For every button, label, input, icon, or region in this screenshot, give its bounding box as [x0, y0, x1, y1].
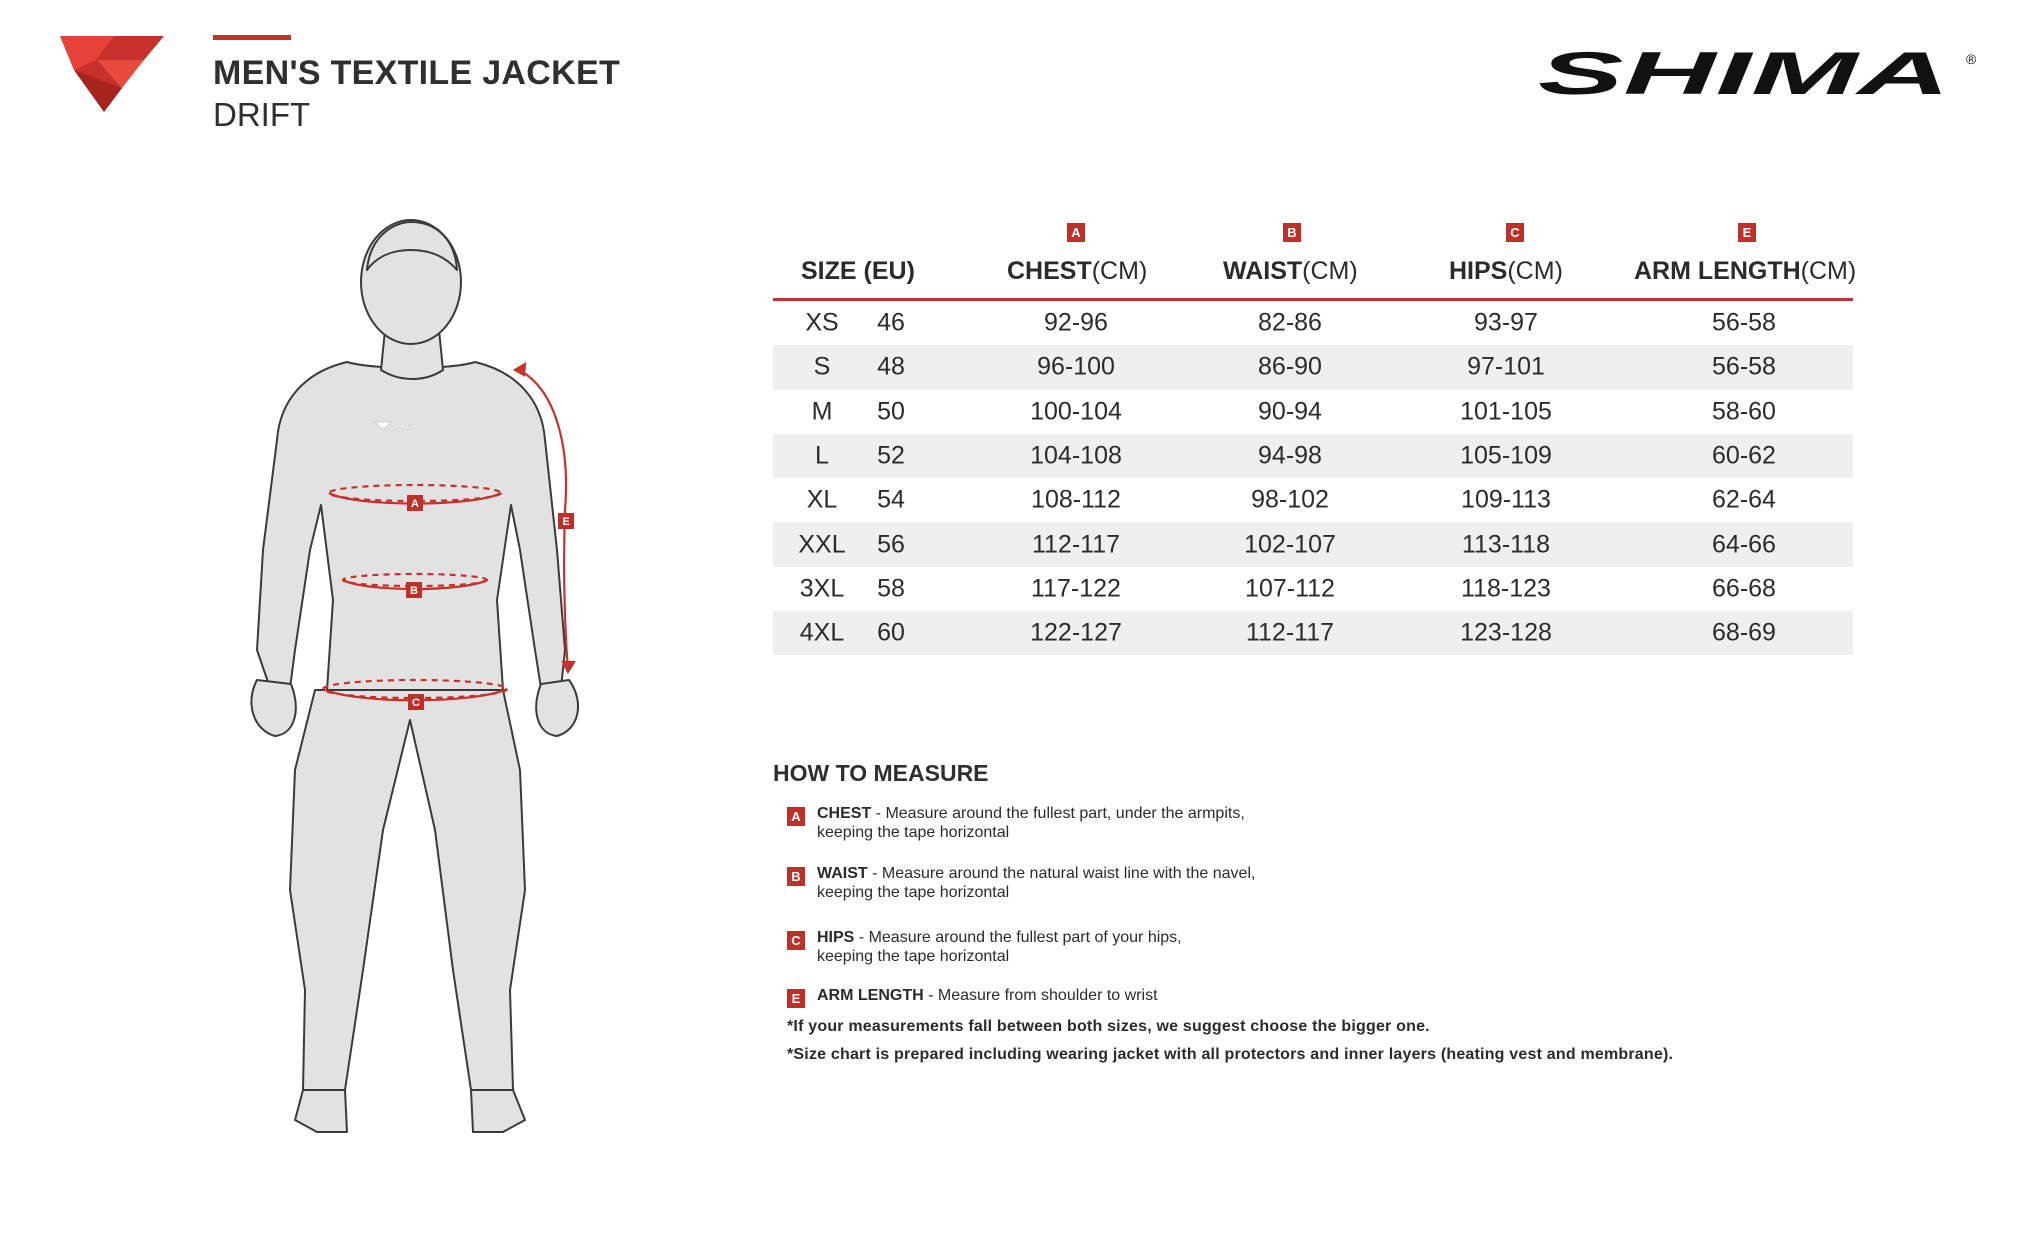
size-table: [773, 222, 1857, 655]
how-to-measure-heading: HOW TO MEASURE: [773, 760, 989, 786]
badge-e: E: [787, 989, 805, 1008]
brand-mark-icon: [60, 36, 164, 112]
body-measurement-figure: [235, 210, 595, 1150]
badge-c: C: [1506, 223, 1524, 242]
registered-mark: ®: [1966, 51, 1977, 67]
header-hips: C HIPS(CM): [1449, 225, 1563, 285]
svg-text:SHIMA: SHIMA: [391, 421, 420, 431]
header-waist: B WAIST(CM): [1223, 225, 1358, 285]
page-subtitle: DRIFT: [213, 96, 311, 133]
figure-label-c: C: [412, 697, 420, 709]
header-arm-length: E ARM LENGTH(CM): [1634, 225, 1857, 285]
figure-label-e: E: [562, 516, 570, 528]
logo-wordmark: SHIMA: [1538, 50, 1950, 100]
badge-a: A: [1067, 223, 1085, 242]
badge-b: B: [1283, 223, 1301, 242]
table-row: XL 54 108-112 98-102 109-113 62-64: [806, 485, 1776, 514]
table-row: S 48 96-100 86-90 97-101 56-58: [773, 345, 1853, 389]
badge-c: C: [787, 931, 805, 950]
badge-a: A: [787, 807, 805, 826]
table-header: [773, 222, 1857, 301]
table-row: 4XL 60 122-127 112-117 123-128 68-69: [773, 611, 1853, 655]
header-chest: A CHEST(CM): [1007, 225, 1148, 285]
badge-e: E: [1738, 223, 1756, 242]
table-row: XXL 56 112-117 102-107 113-118 64-66: [773, 522, 1853, 566]
note-size-chart: *Size chart is prepared including wearing jacket with all protectors and inner layers (heating vest and membrane).: [787, 1046, 1674, 1063]
table-row: 3XL 58 117-122 107-112 118-123 66-68: [799, 574, 1776, 603]
table-row: L 52 104-108 94-98 105-109 60-62: [773, 434, 1853, 478]
note-between-sizes: *If your measurements fall between both sizes, we suggest choose the bigger one.: [787, 1018, 1430, 1035]
table-row: XS 46 92-96 82-86 93-97 56-58: [805, 308, 1776, 337]
title-accent-bar: [213, 35, 291, 40]
header-size: SIZE (EU): [801, 257, 915, 285]
page-title: MEN'S TEXTILE JACKET: [213, 54, 621, 92]
figure-label-b: B: [410, 585, 418, 597]
figure-label-a: A: [411, 498, 419, 510]
shima-logo: [1538, 50, 1982, 100]
badge-b: B: [787, 867, 805, 886]
table-row: M 50 100-104 90-94 101-105 58-60: [811, 397, 1776, 426]
